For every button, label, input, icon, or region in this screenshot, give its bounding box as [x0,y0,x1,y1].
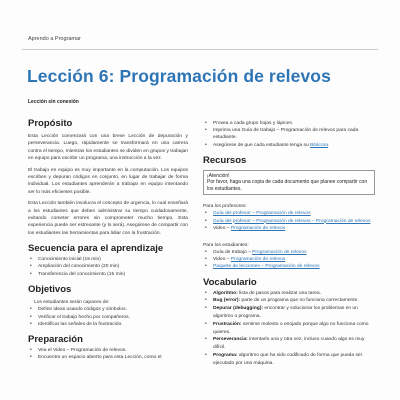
vocab-term: Depurar (debugging): [213,306,263,312]
lesson-subtitle: Lección sin conexión [28,99,79,105]
item-prefix: Video – [213,257,231,263]
list-item: • Identificar las señales de la frustración. [28,321,188,328]
profesores-list [203,210,375,232]
list-item: • Vea el Video – Programación de relevos. [28,347,188,354]
resource-link[interactable]: Programación de relevos [230,225,286,231]
vocabulario-heading: Vocabulario [203,276,257,288]
recursos-heading: Recursos [203,154,247,166]
callout-title: ¡Atención! [207,172,230,179]
vocabulario-list [203,290,375,368]
vocab-definition: intentarlo una y otra vez, incluso cuando algo es muy difícil. [213,337,365,351]
vocab-item [203,305,375,321]
resource-link[interactable]: Guía del profesor – Programación de relevos – Programación de relevos [213,218,371,224]
item-prefix: Guía de trabajo – [213,249,253,255]
callout-body: Por favor, haga una copia de cada documento que planee compartir con los estudiantes. [207,179,368,192]
header-divider [22,49,378,50]
vocab-term: Programa: [213,352,238,358]
list-item [203,225,375,232]
secuencia-heading: Secuencia para el aprendizaje [28,243,164,255]
list-item [203,210,375,217]
preparacion-heading: Preparación [28,333,83,345]
lesson-title: Lección 6: Programación de relevos [27,66,331,86]
list-item [203,142,375,149]
list-item: • Verificar el trabajo hecho por compañeros. [28,314,188,321]
list-item: • Transferencia del conocimiento (15 min) [28,271,188,278]
vocab-item [203,290,375,298]
left-column [28,118,188,361]
bitacora-link[interactable]: Bitácora [310,142,329,148]
list-item: • Imprima una Guía de trabajo – Programación de relevos para cada estudiante. [203,127,375,141]
vocab-item [203,297,375,305]
vocab-term: Frustración: [213,321,242,327]
secuencia-list [28,256,188,278]
preparacion-list [28,347,188,361]
objetivos-heading: Objetivos [28,283,72,295]
vocab-term: Perseverancia: [213,337,248,343]
vocab-definition: algoritmo que ha sido codificado de forma que pueda ser ejecutado por una máquina. [213,352,363,366]
list-item [203,249,375,256]
vocab-definition: sentirse molesto o enojado porque algo no funciona como quieres. [213,321,369,335]
vocab-definition: parte de un programa que no funciona correctamente. [240,298,359,304]
vocab-definition: encontrar y solucionar los problemas en un algoritmo o programa. [213,306,358,319]
objetivos-list [28,306,188,328]
vocab-definition: lista de pasos para realizar una tarea. [237,290,321,296]
item-prefix: Video – [213,225,231,231]
list-item: • Conocimiento inicial (15 min) [28,256,188,263]
right-column [203,120,375,368]
proposito-paragraph-3: Esta Lección también involucra el concepto de urgencia, lo cual enseñará a los estudiantes que deben administrar su tiempo cuidadosamente, evitando cometer errores sin comprometer mucho tiempo. Esta experiencia puede ser estresante (y lo será). Asegúrese de compartir con los estudiantes las herramientas para lidiar con la frustración. [28,201,188,236]
resource-link[interactable]: Programación de relevos [252,249,307,255]
resource-link[interactable]: Programación de relevos [230,257,286,263]
proposito-heading: Propósito [28,118,73,129]
list-item: • Provea a cada grupo hojas y lápices. [203,120,375,127]
vocab-item [203,336,375,352]
list-item [203,256,375,263]
estudiantes-list [203,249,375,271]
attention-callout [203,170,375,196]
list-item [203,218,375,225]
list-item [203,263,375,270]
resource-link[interactable]: Guía del profesor – Programación de relevos [213,211,311,217]
list-item: • Definir ideas usando códigos y símbolos. [28,306,188,313]
proposito-paragraph-2: El trabajo en equipo es muy importante en la computación. Los equipos escriben y depuran códigos en conjunto, en lugar de trabajar de forma individual. Los estudiantes aprenderán a trabajar en equipo intentando ser lo más eficientes posible. [28,167,188,195]
resource-link[interactable]: Paquete de lecciones – Programación de relevos [213,264,320,270]
estudiantes-label: Para los estudiantes: [203,242,249,248]
list-item: • Encuentre un espacio abierto para esta Lección, como el [28,354,188,361]
objetivos-intro: Los estudiantes serán capaces de: [34,299,110,305]
profesores-label: Para los profesores: [203,204,247,210]
course-header: Aprendo a Programar [28,36,81,42]
item-text: Asegúrese de que cada estudiante tenga su [213,142,311,148]
proposito-paragraph-1: Esta Lección comenzará con una breve Lección de depuración y perseverancia. Luego, rápidamente se transformará en una carrera contra el tiempo, mientras los estudiantes se dividen en grupos y trabajan en equipo para escribir un programa, una instrucción a la vez. [28,134,188,162]
preparacion-continued-list [203,120,375,149]
list-item: • Ampliación del conocimiento (20 min) [28,263,188,270]
item-text: . [328,142,330,148]
vocab-term: Bug (error): [213,298,241,304]
vocab-item [203,321,375,337]
vocab-item [203,352,375,368]
vocab-term: Algoritmo: [213,290,238,296]
